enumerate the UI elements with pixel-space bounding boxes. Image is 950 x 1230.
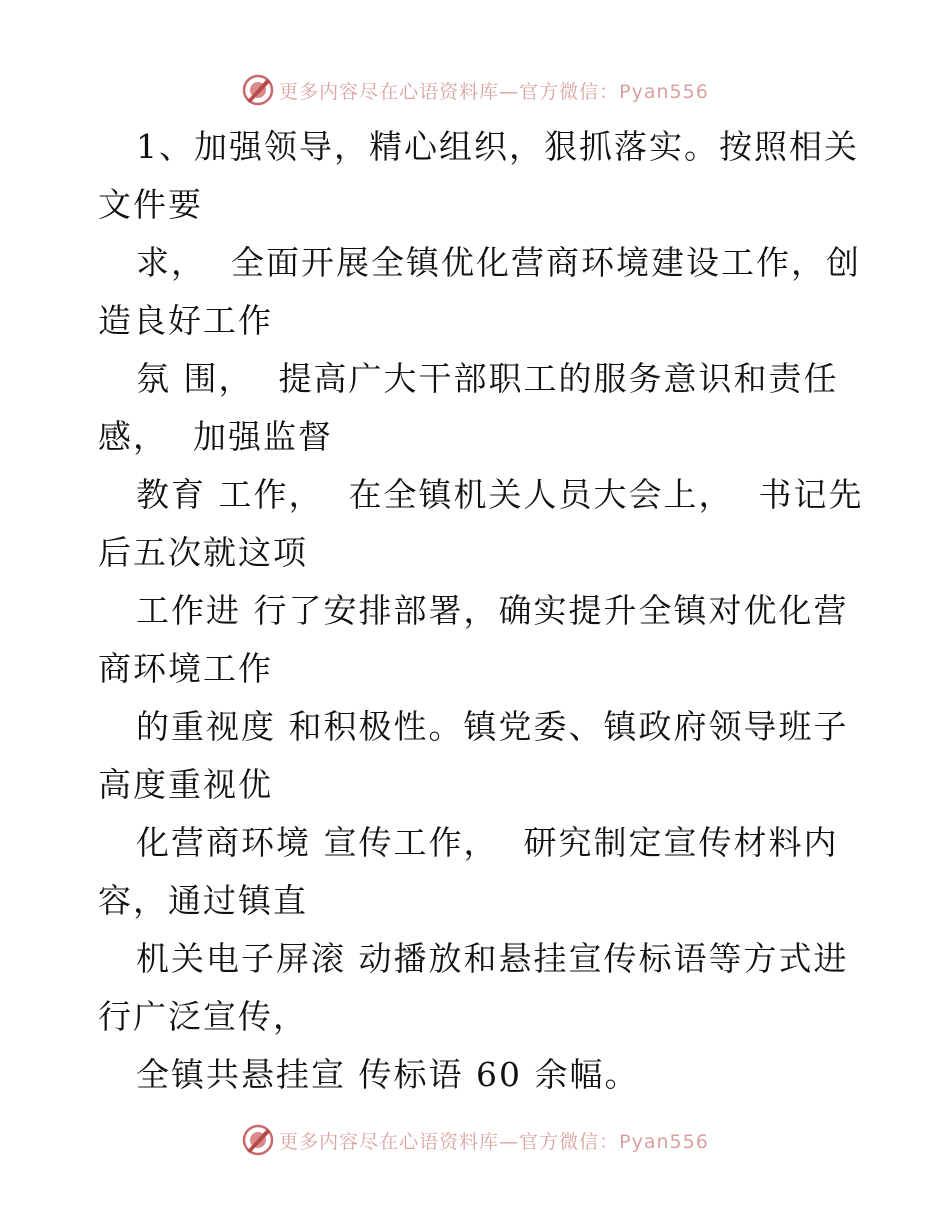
- footer-banner-text: 更多内容尽在心语资料库—官方微信：Pyan556: [279, 1130, 709, 1153]
- text-line: 的重视度 和积极性。镇党委、镇政府领导班子: [136, 707, 849, 746]
- text-line: 容，通过镇直: [98, 881, 308, 920]
- text-line: 行广泛宣传，: [98, 997, 308, 1036]
- text-line: 感， 加强监督: [98, 417, 333, 456]
- quill-seal-icon: [241, 1123, 275, 1157]
- text-line: 求， 全面开展全镇优化营商环境建设工作，创: [136, 243, 861, 282]
- text-line: 1、加强领导，精心组织，狠抓落实。按照相关: [136, 127, 859, 166]
- text-line: 化营商环境 宣传工作， 研究制定宣传材料内: [136, 823, 839, 862]
- text-line: 工作进 行了安排部署，确实提升全镇对优化营: [136, 591, 849, 630]
- text-line: 商环境工作: [98, 649, 273, 688]
- quill-seal-icon: [241, 73, 275, 107]
- text-line: 机关电子屏滚 动播放和悬挂宣传标语等方式进: [136, 939, 849, 978]
- text-line: 全镇共悬挂宣 传标语 60 余幅。: [136, 1055, 640, 1094]
- text-line: 文件要: [98, 185, 203, 224]
- text-line: 后五次就这项: [98, 533, 308, 572]
- header-watermark-banner: [0, 70, 950, 110]
- text-line: 氛 围， 提高广大干部职工的服务意识和责任: [136, 359, 839, 398]
- text-line: 教育 工作， 在全镇机关人员大会上， 书记先: [136, 475, 864, 514]
- footer-watermark-banner: [0, 1120, 950, 1160]
- document-body: [98, 118, 864, 1104]
- text-line: 高度重视优: [98, 765, 273, 804]
- text-line: 造良好工作: [98, 301, 273, 340]
- header-banner-text: 更多内容尽在心语资料库—官方微信：Pyan556: [279, 80, 709, 103]
